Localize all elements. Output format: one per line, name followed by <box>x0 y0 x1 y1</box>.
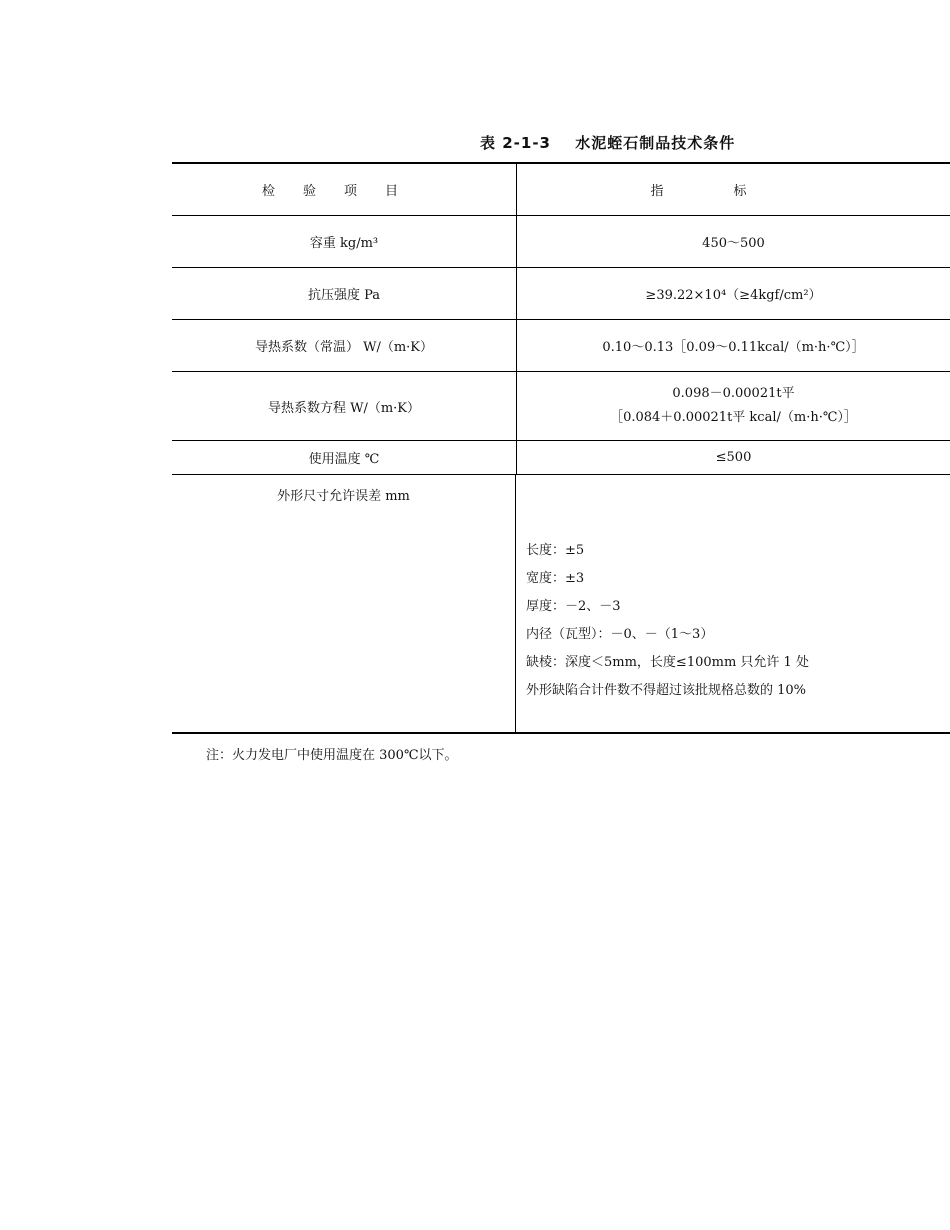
row-value: ≥39.22×10⁴（≥4kgf/cm²） <box>645 288 822 303</box>
table-note: 注：火力发电厂中使用温度在 300℃以下。 <box>206 748 458 763</box>
row-value <box>517 372 950 440</box>
row-value: 450～500 <box>702 236 765 251</box>
row-item: 使用温度 ℃ <box>172 441 517 474</box>
list-item: 长度：±5 <box>526 543 585 558</box>
row-item: 容重 kg/m³ <box>172 216 517 267</box>
spec-table <box>172 162 950 734</box>
table-header-row <box>172 164 950 216</box>
table-number: 表 2-1-3 <box>480 134 551 152</box>
list-item: 缺棱：深度＜5mm，长度≤100mm 只允许 1 处 <box>526 655 809 670</box>
table-title: 水泥蛭石制品技术条件 <box>575 134 736 152</box>
row-item: 导热系数方程 W/（m·K） <box>172 372 517 440</box>
row-value-list <box>516 475 950 732</box>
row-value: ≤500 <box>715 450 752 465</box>
header-index: 指标 <box>650 184 817 199</box>
row-item: 抗压强度 Pa <box>172 268 517 319</box>
table-row <box>172 475 950 732</box>
table-caption <box>480 132 735 153</box>
row-item: 外形尺寸允许误差 mm <box>172 475 516 732</box>
table-row <box>172 268 950 320</box>
list-item: 厚度：－2、－3 <box>526 599 621 614</box>
table-row <box>172 372 950 441</box>
table-row <box>172 441 950 475</box>
table-row <box>172 216 950 268</box>
list-item: 外形缺陷合计件数不得超过该批规格总数的 10% <box>526 683 807 698</box>
value-line: 0.098－0.00021t平 <box>672 386 795 401</box>
table-row <box>172 320 950 372</box>
row-value: 0.10～0.13［0.09～0.11kcal/（m·h·℃）］ <box>602 340 865 355</box>
list-item: 内径（瓦型）：－0、－（1～3） <box>526 627 714 642</box>
header-item: 检验项目 <box>172 164 517 215</box>
row-item: 导热系数（常温） W/（m·K） <box>172 320 517 371</box>
value-line: ［0.084＋0.00021t平 kcal/（m·h·℃）］ <box>610 410 857 425</box>
list-item: 宽度：±3 <box>526 571 585 586</box>
